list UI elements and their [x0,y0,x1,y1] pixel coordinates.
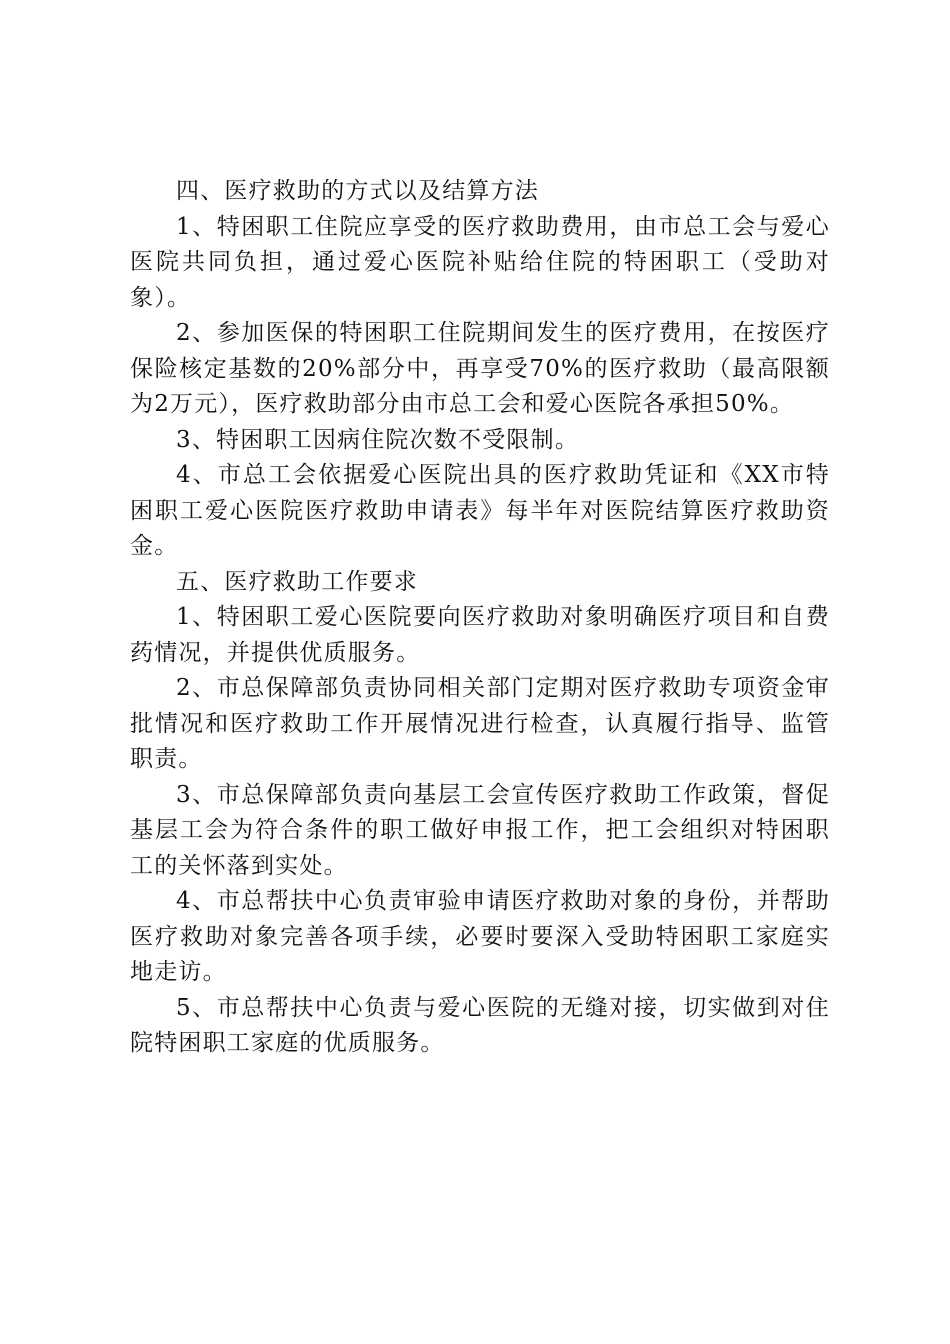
paragraph-5-4: 4、市总帮扶中心负责审验申请医疗救助对象的身份，并帮助医疗救助对象完善各项手续，必要时要深入受助特困职工家庭实地走访。 [130,888,830,985]
section-heading-4: 四、医疗救助的方式以及结算方法 [176,178,539,204]
paragraph-4-4: 4、市总工会依据爱心医院出具的医疗救助凭证和《XX市特困职工爱心医院医疗救助申请表》每半年对医院结算医疗救助资金。 [130,462,831,559]
paragraph-4-3: 3、特困职工因病住院次数不受限制。 [176,426,580,453]
paragraph-4-2: 2、参加医保的特困职工住院期间发生的医疗费用，在按医疗保险核定基数的20%部分中，再享受70%的医疗救助（最高限额为2万元），医疗救助部分由市总工会和爱心医院各承担50%。 [130,320,830,417]
paragraph-5-1: 1、特困职工爱心医院要向医疗救助对象明确医疗项目和自费药情况，并提供优质服务。 [130,604,830,666]
paragraph-4-1: 1、特困职工住院应享受的医疗救助费用，由市总工会与爱心医院共同负担，通过爱心医院补贴给住院的特困职工（受助对象）。 [130,213,830,311]
section-heading-5: 五、医疗救助工作要求 [176,568,418,595]
paragraph-5-2: 2、市总保障部负责协同相关部门定期对医疗救助专项资金审批情况和医疗救助工作开展情况进行检查，认真履行指导、监管职责。 [130,675,830,772]
document-body [130,174,830,1062]
paragraph-5-3: 3、市总保障部负责向基层工会宣传医疗救助工作政策，督促基层工会为符合条件的职工做好申报工作，把工会组织对特困职工的关怀落到实处。 [130,781,830,879]
paragraph-5-5: 5、市总帮扶中心负责与爱心医院的无缝对接，切实做到对住院特困职工家庭的优质服务。 [130,994,830,1056]
